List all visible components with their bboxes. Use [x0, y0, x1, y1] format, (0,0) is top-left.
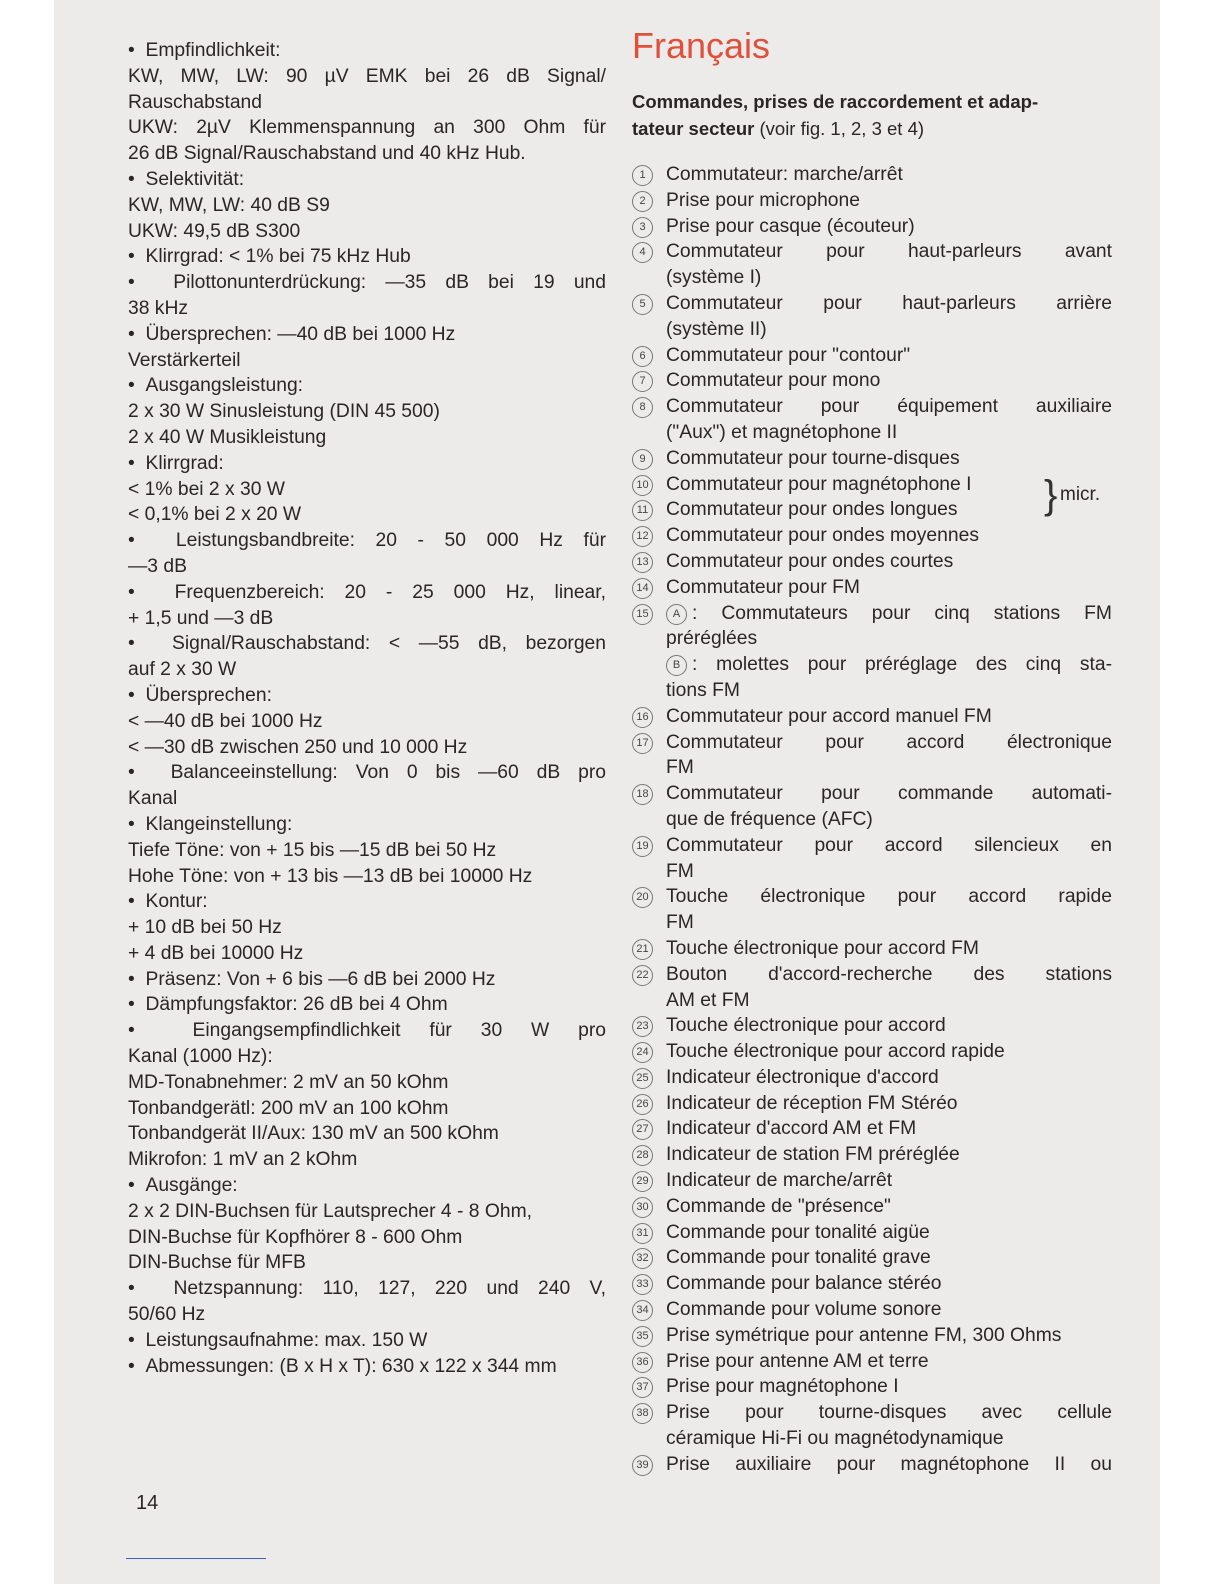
control-item	[632, 704, 1112, 730]
control-item	[632, 446, 1112, 472]
control-item	[632, 523, 1112, 549]
item-text-line: Prise pour magnétophone I	[666, 1376, 899, 1398]
control-item	[632, 1297, 1112, 1323]
link-underline	[126, 1558, 266, 1559]
control-item	[632, 1116, 1112, 1142]
item-text-line: Commutateur pour ondes courtes	[666, 550, 954, 572]
sub-letter-badge: A	[666, 604, 687, 625]
item-text-line: Commutateur pour FM	[666, 576, 860, 598]
control-item	[632, 1374, 1112, 1400]
spec-line: • Leistungsbandbreite: 20 - 50 000 Hz für	[128, 528, 606, 554]
spec-line: • Dämpfungsfaktor: 26 dB bei 4 Ohm	[128, 992, 606, 1018]
control-item	[632, 472, 1112, 498]
item-text-line: Commutateur pour ondes longues	[666, 499, 958, 521]
control-item	[632, 1323, 1112, 1349]
control-item	[632, 1039, 1112, 1065]
section-title: Français	[632, 25, 771, 66]
item-number-badge: 11	[632, 500, 653, 521]
item-text-line: (système I)	[666, 267, 762, 289]
item-text-line: Commutateur pour ondes moyennes	[666, 525, 979, 547]
control-item	[632, 1065, 1112, 1091]
spec-line: • Abmessungen: (B x H x T): 630 x 122 x 344 mm	[128, 1354, 606, 1380]
item-number-badge: 28	[632, 1145, 653, 1166]
item-number-badge: 6	[632, 346, 653, 367]
item-text-line: tions FM	[666, 679, 740, 701]
spec-line: < 0,1% bei 2 x 20 W	[128, 504, 302, 526]
item-text-line: Commutateur pour accord manuel FM	[666, 705, 992, 727]
intro-figure-ref: (voir fig. 1, 2, 3 et 4)	[754, 118, 925, 139]
item-text-line: Commutateur: marche/arrêt	[666, 164, 903, 185]
item-number-badge: 24	[632, 1042, 653, 1063]
item-text-line: Bouton d'accord-recherche des stations	[666, 963, 1112, 985]
item-text-line: Commande pour tonalité aigüe	[666, 1221, 930, 1243]
spec-line: + 10 dB bei 50 Hz	[128, 917, 282, 939]
item-number-badge: 2	[632, 191, 653, 212]
spec-line: < —30 dB zwischen 250 und 10 000 Hz	[128, 736, 468, 758]
spec-line: • Übersprechen: —40 dB bei 1000 Hz	[128, 322, 606, 348]
item-number-badge: 32	[632, 1248, 653, 1269]
item-text-line: Commutateur pour commande automati-	[666, 783, 1112, 805]
spec-line: • Selektivität:	[128, 167, 606, 193]
spec-line: Hohe Töne: von + 13 bis —13 dB bei 10000 Hz	[128, 865, 533, 887]
control-item	[632, 1142, 1112, 1168]
item-number-badge: 38	[632, 1403, 653, 1424]
spec-line: DIN-Buchse für MFB	[128, 1252, 306, 1274]
spec-line: 2 x 40 W Musikleistung	[128, 426, 327, 448]
item-number-badge: 27	[632, 1119, 653, 1140]
spec-line: • Kontur:	[128, 889, 606, 915]
intro-bold-line1: Commandes, prises de raccordement et adap-	[632, 91, 1039, 112]
control-item	[632, 214, 1112, 240]
item-text-line: Prise auxiliaire pour magnétophone II ou	[666, 1453, 1112, 1475]
control-item	[632, 343, 1112, 369]
item-number-badge: 16	[632, 707, 653, 728]
item-text-line: Indicateur électronique d'accord	[666, 1066, 939, 1088]
item-number-badge: 34	[632, 1300, 653, 1321]
spec-line: • Netzspannung: 110, 127, 220 und 240 V,	[128, 1276, 606, 1302]
item-text-line: Commutateur pour mono	[666, 370, 881, 392]
spec-line: Kanal	[128, 788, 178, 810]
control-item	[632, 1349, 1112, 1375]
spec-line: Kanal (1000 Hz):	[128, 1046, 273, 1068]
item-number-badge: 29	[632, 1171, 653, 1192]
spec-line: < 1% bei 2 x 30 W	[128, 478, 286, 500]
item-text-line: : molettes pour préréglage des cinq sta-	[692, 654, 1112, 676]
item-text-line: (système II)	[666, 318, 767, 340]
item-number-badge: 19	[632, 836, 653, 857]
item-text-line: Indicateur de réception FM Stéréo	[666, 1092, 958, 1114]
spec-line: Mikrofon: 1 mV an 2 kOhm	[128, 1149, 358, 1171]
item-text-line: Commande pour balance stéréo	[666, 1273, 942, 1295]
item-number-badge: 21	[632, 939, 653, 960]
spec-line: < —40 dB bei 1000 Hz	[128, 710, 323, 732]
spec-line: • Ausgangsleistung:	[128, 373, 606, 399]
item-number-badge: 17	[632, 733, 653, 754]
item-text-line: FM	[666, 860, 694, 882]
control-item	[632, 730, 1112, 782]
item-text-line: Indicateur d'accord AM et FM	[666, 1118, 917, 1140]
item-number-badge: 31	[632, 1223, 653, 1244]
item-number-badge: 12	[632, 526, 653, 547]
spec-line: 38 kHz	[128, 297, 189, 319]
item-text-line: Commutateur pour "contour"	[666, 344, 911, 366]
spec-line: 2 x 2 DIN-Buchsen für Lautsprecher 4 - 8 Ohm,	[128, 1200, 533, 1222]
section-intro	[632, 88, 1112, 142]
control-item	[632, 1194, 1112, 1220]
item-number-badge: 23	[632, 1016, 653, 1037]
control-item	[632, 1400, 1112, 1452]
item-number-badge: 7	[632, 371, 653, 392]
item-text-line: Prise symétrique pour antenne FM, 300 Ohms	[666, 1324, 1062, 1346]
item-text-line: Commutateur pour haut-parleurs arrière	[666, 292, 1112, 314]
item-number-badge: 5	[632, 294, 653, 315]
control-item	[632, 1091, 1112, 1117]
control-item	[632, 291, 1112, 343]
controls-list	[632, 162, 1112, 1478]
micr-label: micr.	[1060, 484, 1101, 505]
item-text-line: Commutateur pour magnétophone I	[666, 473, 972, 495]
control-item	[632, 833, 1112, 885]
item-text-line: Prise pour casque (écouteur)	[666, 215, 915, 237]
item-number-badge: 15	[632, 604, 653, 625]
spec-line: DIN-Buchse für Kopfhörer 8 - 600 Ohm	[128, 1226, 463, 1248]
item-number-badge: 1	[632, 165, 653, 186]
control-item	[632, 601, 1112, 653]
spec-line: 2 x 30 W Sinusleistung (DIN 45 500)	[128, 401, 440, 423]
item-text-line: Commutateur pour accord silencieux en	[666, 834, 1112, 856]
control-item	[632, 1452, 1112, 1478]
item-number-badge: 26	[632, 1094, 653, 1115]
item-text-line: Prise pour microphone	[666, 189, 860, 211]
item-number-badge: 14	[632, 578, 653, 599]
item-number-badge: 8	[632, 397, 653, 418]
control-item	[632, 1013, 1112, 1039]
item-number-badge: 30	[632, 1197, 653, 1218]
spec-line: • Pilottonunterdrückung: —35 dB bei 19 und	[128, 270, 606, 296]
item-text-line: Touche électronique pour accord	[666, 1015, 946, 1037]
control-item	[632, 652, 1112, 704]
page-margin	[1160, 0, 1224, 1584]
spec-line: 26 dB Signal/Rauschabstand und 40 kHz Hub.	[128, 143, 526, 165]
spec-line: + 4 dB bei 10000 Hz	[128, 942, 304, 964]
item-text-line: AM et FM	[666, 989, 750, 1011]
spec-line: • Balanceeinstellung: Von 0 bis —60 dB pro	[128, 760, 606, 786]
spec-line: —3 dB	[128, 555, 187, 577]
item-number-badge: 22	[632, 965, 653, 986]
control-item	[632, 1220, 1112, 1246]
item-text-line: Indicateur de station FM préréglée	[666, 1144, 960, 1166]
item-text-line: Commande pour tonalité grave	[666, 1247, 931, 1269]
item-text-line: Prise pour tourne-disques avec cellule	[666, 1402, 1112, 1424]
item-number-badge: 18	[632, 784, 653, 805]
item-number-badge: 10	[632, 475, 653, 496]
item-number-badge: 3	[632, 217, 653, 238]
item-text-line: FM	[666, 912, 694, 934]
item-text-line: Commutateur pour équipement auxiliaire	[666, 396, 1112, 418]
item-number-badge: 33	[632, 1274, 653, 1295]
item-number-badge: 13	[632, 552, 653, 573]
control-item	[632, 962, 1112, 1014]
control-item	[632, 549, 1112, 575]
control-item	[632, 394, 1112, 446]
spec-line: UKW: 2µV Klemmenspannung an 300 Ohm für	[128, 117, 606, 139]
item-text-line: Commande de "présence"	[666, 1195, 891, 1217]
item-text-line: : Commutateurs pour cinq stations FM	[692, 602, 1112, 624]
item-text-line: ("Aux") et magnétophone II	[666, 421, 898, 443]
item-text-line: Commutateur pour haut-parleurs avant	[666, 241, 1112, 263]
item-text-line: Indicateur de marche/arrêt	[666, 1170, 893, 1192]
item-text-line: Touche électronique pour accord rapide	[666, 1041, 1005, 1063]
spec-line: Verstärkerteil	[128, 349, 241, 371]
spec-line: • Signal/Rauschabstand: < —55 dB, bezorgen	[128, 631, 606, 657]
spec-line: Tonbandgerät II/Aux: 130 mV an 500 kOhm	[128, 1123, 499, 1145]
intro-bold-line2: tateur secteur	[632, 118, 755, 139]
spec-line: Rauschabstand	[128, 91, 262, 113]
control-item	[632, 162, 1112, 188]
control-item	[632, 188, 1112, 214]
page-number: 14	[136, 1492, 159, 1514]
spec-line: • Klangeinstellung:	[128, 812, 606, 838]
spec-line: • Präsenz: Von + 6 bis —6 dB bei 2000 Hz	[128, 967, 606, 993]
control-item	[632, 368, 1112, 394]
item-text-line: Touche électronique pour accord FM	[666, 937, 979, 959]
item-number-badge: 4	[632, 242, 653, 263]
control-item	[632, 1168, 1112, 1194]
item-text-line: Prise pour antenne AM et terre	[666, 1350, 929, 1372]
item-text-line: Commutateur pour accord électronique	[666, 731, 1112, 753]
control-item	[632, 239, 1112, 291]
item-number-badge: 25	[632, 1068, 653, 1089]
control-item	[632, 936, 1112, 962]
spec-line: MD-Tonabnehmer: 2 mV an 50 kOhm	[128, 1071, 449, 1093]
control-item	[632, 497, 1112, 523]
spec-line: KW, MW, LW: 40 dB S9	[128, 194, 330, 216]
spec-line: • Klirrgrad:	[128, 451, 606, 477]
item-text-line: céramique Hi-Fi ou magnétodynamique	[666, 1428, 1004, 1450]
spec-line: • Eingangsempfindlichkeit für 30 W pro	[128, 1018, 606, 1044]
specifications-column	[128, 38, 606, 1379]
spec-line: • Frequenzbereich: 20 - 25 000 Hz, linear,	[128, 580, 606, 606]
control-item	[632, 1271, 1112, 1297]
spec-line: Tiefe Töne: von + 15 bis —15 dB bei 50 Hz	[128, 839, 497, 861]
spec-line: • Empfindlichkeit:	[128, 38, 606, 64]
control-item	[632, 884, 1112, 936]
sub-letter-badge: B	[666, 655, 687, 676]
spec-line: UKW: 49,5 dB S300	[128, 220, 301, 242]
item-text-line: préréglées	[666, 628, 758, 650]
control-item	[632, 1245, 1112, 1271]
spec-line: • Ausgänge:	[128, 1173, 606, 1199]
control-item	[632, 575, 1112, 601]
spec-line: • Klirrgrad: < 1% bei 75 kHz Hub	[128, 244, 606, 270]
item-number-badge: 20	[632, 887, 653, 908]
spec-line: auf 2 x 30 W	[128, 659, 237, 681]
item-text-line: Commande pour volume sonore	[666, 1299, 942, 1321]
item-text-line: Touche électronique pour accord rapide	[666, 886, 1112, 908]
spec-line: KW, MW, LW: 90 µV EMK bei 26 dB Signal/	[128, 65, 606, 87]
item-text-line: FM	[666, 757, 694, 779]
control-item	[632, 781, 1112, 833]
spec-line: • Übersprechen:	[128, 683, 606, 709]
item-number-badge: 37	[632, 1377, 653, 1398]
item-number-badge: 36	[632, 1352, 653, 1373]
spec-line: • Leistungsaufnahme: max. 150 W	[128, 1328, 606, 1354]
brace-symbol: }	[1044, 473, 1058, 517]
controls-column	[632, 24, 1112, 1478]
spec-line: 50/60 Hz	[128, 1304, 206, 1326]
spec-line: + 1,5 und —3 dB	[128, 607, 274, 629]
spec-line: Tonbandgerätl: 200 mV an 100 kOhm	[128, 1097, 449, 1119]
item-text-line: que de fréquence (AFC)	[666, 808, 873, 830]
item-text-line: Commutateur pour tourne-disques	[666, 447, 960, 469]
item-number-badge: 9	[632, 449, 653, 470]
item-number-badge: 35	[632, 1326, 653, 1347]
item-number-badge: 39	[632, 1455, 653, 1476]
